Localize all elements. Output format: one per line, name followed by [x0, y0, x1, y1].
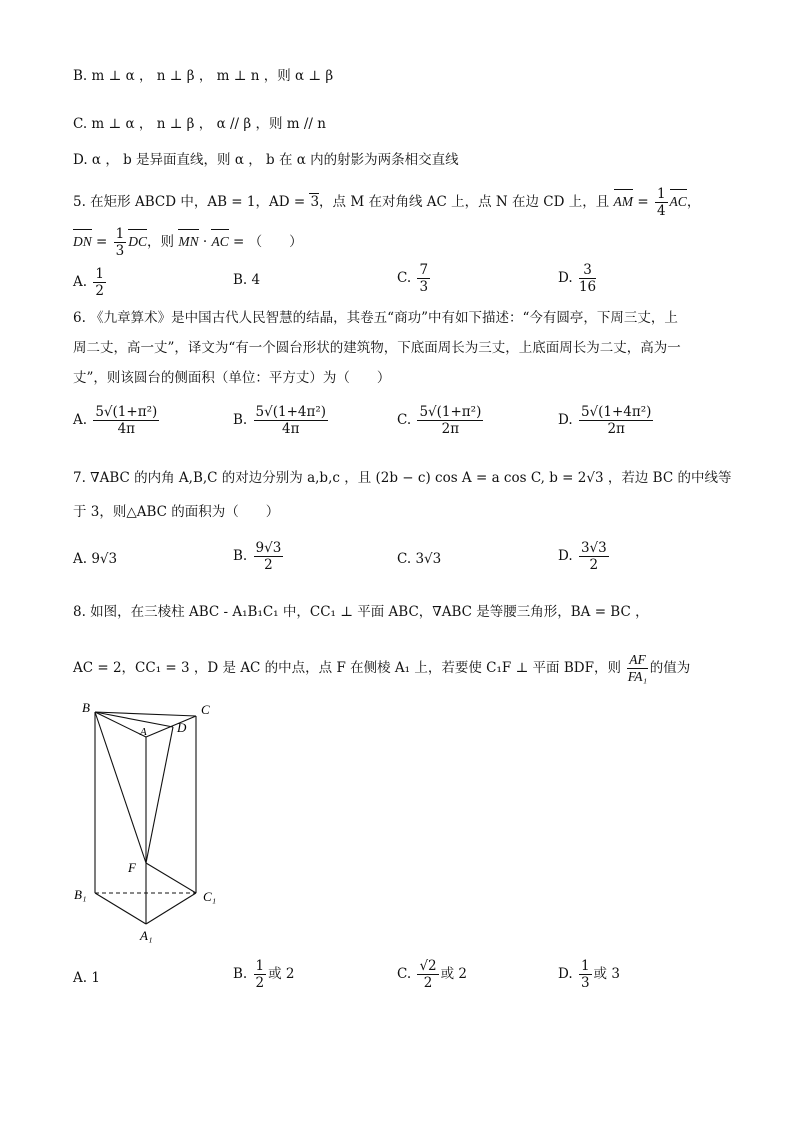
q6-stem-line1: 6. 《九章算术》是中国古代人民智慧的结晶，其卷五“商功”中有如下描述：“今有圆亭，下周三丈，上 [73, 310, 678, 326]
label-C: C [201, 702, 210, 717]
q7-option-d: D. $\frac{3√3}{2}$ [558, 540, 607, 573]
q5-option-a: A. $\frac{1}{2}$ [73, 266, 104, 299]
q5-vec-dc: DC [128, 232, 147, 252]
q5-stem-line1: 5. 在矩形 ABCD 中，AB = 1，AD = 3，点 M 在对角线 AC 上，点 N 在边 CD 上，且 AM = $\frac{1}{4}$ AC， [73, 186, 701, 219]
q8-stem-line2-text: AC = 2，CC₁ = 3 ，D 是 AC 的中点，点 F 在侧棱 A₁ 上，若要使 C₁F ⊥ 平面 BDF，则 [73, 660, 621, 676]
q5-option-d: D. $\frac{3}{16}$ [558, 262, 597, 295]
edge-B1A1 [95, 893, 146, 924]
label-B: B [82, 700, 90, 715]
q5-stem-tail: ，则 [147, 234, 175, 250]
q6-option-a: A. $\frac{\text{5√(1+π²)}}{4\pi}$ [73, 404, 158, 437]
q5-vec-mn: MN [178, 232, 198, 252]
q6-stem-line3: 丈”，则该圆台的侧面积（单位：平方丈）为（ ） [73, 370, 391, 386]
q5-stem-part1: 5. 在矩形 ABCD 中，AB = 1，AD = [73, 194, 310, 210]
q5-vec-dn: DN [73, 232, 92, 252]
edge-DF [146, 727, 173, 863]
q6-option-d: D. $\frac{\text{5√(1+4π²)}}{2\pi}$ [558, 404, 652, 437]
q6-stem-line2: 周二丈，高一丈”，译文为“有一个圆台形状的建筑物，下底面周长为三丈，上底面周长为二丈，高为一 [73, 340, 681, 356]
q5-vec-ac2: AC [211, 232, 228, 252]
q8-option-a: A. 1 [73, 970, 100, 986]
label-B1: B₁ [74, 887, 87, 902]
label-A1: A₁ [140, 928, 153, 943]
q5-stem-end: = （ ） [228, 234, 303, 250]
q8-stem-line1: 8. 如图，在三棱柱 ABC - A₁B₁C₁ 中，CC₁ ⊥ 平面 ABC，∇ABC 是等腰三角形，BA = BC ， [73, 604, 649, 620]
q7-option-a: A. 9√3 [73, 551, 118, 567]
q5-frac-1-4: $\frac{1}{4}$ [656, 186, 666, 219]
q7-option-c: C. 3√3 [397, 551, 442, 567]
label-F: F [128, 860, 136, 875]
q7-stem-line2: 于 3，则△ABC 的面积为（ ） [73, 504, 280, 520]
q8-option-c: C. $\frac{√2}{2}$ 或 2 [397, 958, 468, 991]
edge-A1C1 [146, 893, 196, 924]
q8-stem-end: 的值为 [649, 660, 691, 676]
label-C1: C₁ [203, 889, 217, 904]
prism-figure [70, 695, 230, 945]
q6-option-b: B. $\frac{\text{5√(1+4π²)}}{4\pi}$ [233, 404, 327, 437]
q5-frac-1-3: $\frac{1}{3}$ [115, 226, 125, 259]
q4-option-c: C. m ⊥ α ， n ⊥ β ， α // β ，则 m // n [73, 116, 326, 132]
edge-BF [95, 712, 146, 863]
q4-option-b: B. m ⊥ α ， n ⊥ β ， m ⊥ n ，则 α ⊥ β [73, 68, 334, 84]
q5-vec-am: AM [614, 192, 634, 212]
q8-stem-line2 [73, 652, 690, 685]
edge-FC1 [146, 863, 196, 893]
q5-option-b: B. 4 [233, 272, 261, 288]
q8-option-d: D. $\frac{1}{3}$ 或 3 [558, 958, 620, 991]
q8-ratio-fraction: $\frac{AF}{\text{FA₁}}$ [627, 652, 648, 684]
q5-sqrt3: 3 [310, 194, 320, 210]
q4-option-d: D. α ， b 是异面直线，则 α ， b 在 α 内的射影为两条相交直线 [73, 152, 459, 168]
q5-stem-part2: ，点 M 在对角线 AC 上，点 N 在边 CD 上，且 [319, 194, 610, 210]
label-D: D [177, 720, 187, 735]
q5-vec-ac: AC [670, 192, 687, 212]
q8-option-b: B. $\frac{1}{2}$ 或 2 [233, 958, 295, 991]
q7-option-b: B. $\frac{9√3}{2}$ [233, 540, 282, 573]
q7-stem-line1: 7. ∇ABC 的内角 A,B,C 的对边分别为 a,b,c ，且 (2b − c) cos A = a cos C, b = 2√3 ，若边 BC 的中线等 [73, 470, 732, 486]
q6-option-c: C. $\frac{\text{5√(1+π²)}}{2\pi}$ [397, 404, 482, 437]
q5-option-c: C. $\frac{7}{3}$ [397, 262, 429, 295]
label-A: A [140, 726, 147, 738]
q5-stem-line2: DN = $\frac{1}{3}$ DC，则 MN · AC = （ ） [73, 226, 303, 259]
